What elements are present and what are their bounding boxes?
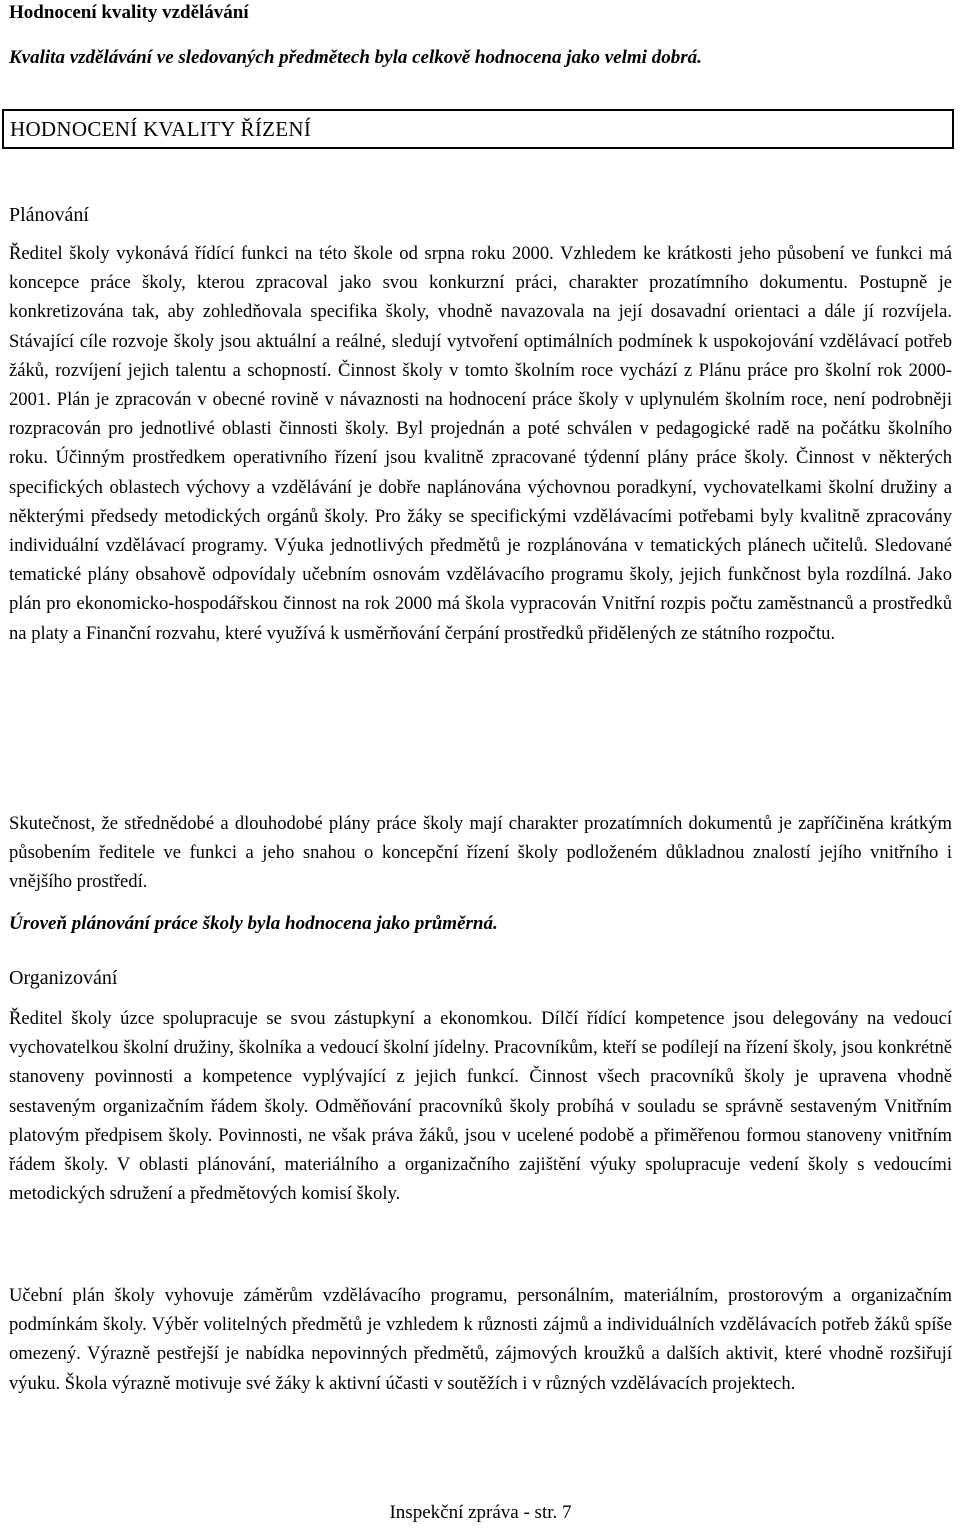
planovani-verdict: Úroveň plánování práce školy byla hodnocena jako průměrná. [9,913,498,934]
section-title-quality-education: Hodnocení kvality vzdělávání [9,2,249,23]
heading-organizovani: Organizování [9,967,118,989]
organizovani-paragraph-1: Ředitel školy úzce spolupracuje se svou zástupkyní a ekonomkou. Dílčí řídící kompetence jsou delegovány na vedoucí vychovatelkou školní družiny, školníka a vedoucí školní jídelny. Pracovníkům, kteří se podílejí na řízení školy, jsou konkrétně stanoveny povinnosti a kompetence vyplývající z jejich funkcí. Činnost všech pracovníků školy je upravena vhodně sestaveným organizačním řádem školy. Odměňování pracovníků školy probíhá v souladu se správně sestaveným Vnitřním platovým předpisem školy. Povinnosti, ne však práva žáků, jsou v ucelené podobě a přiměřenou formou stanoveny vnitřním řádem školy. V oblasti plánování, materiálního a organizačního zajištění výuky spolupracuje vedení školy s vedoucími metodických sdružení a předmětových komisí školy. [9,1008,952,1205]
heading-planovani: Plánování [9,204,89,226]
page-footer: Inspekční zpráva - str. 7 [389,1502,572,1523]
planovani-paragraph-1: Ředitel školy vykonává řídící funkci na této škole od srpna roku 2000. Vzhledem ke krátkosti jeho působení ve funkci má koncepce práce školy, kterou zpracoval jako svou konkurzní práci, charakter prozatímního dokumentu. Postupně je konkretizována tak, aby zohledňovala specifika školy, vhodně navazovala na její dosavadní orientaci a dále jí rozvíjela. Stávající cíle rozvoje školy jsou aktuální a reálné, sledují vytvoření optimálních podmínek k uspokojování vzdělávací potřeb žáků, rozvíjení jejich talentu a schopností. Činnost školy v tomto školním roce vychází z Plánu práce pro školní rok 2000-2001. Plán je zpracován v obecné rovině v návaznosti na hodnocení práce školy v uplynulém školním roce, není podrobněji rozpracován pro jednotlivé oblasti činnosti školy. Byl projednán a poté schválen v pedagogické radě na počátku školního roku. Účinným prostředkem operativního řízení jsou kvalitně zpracované týdenní plány práce školy. Činnost v některých specifických oblastech výchovy a vzdělávání je dobře naplánována výchovnou poradkyní, vychovatelkami školní družiny a některými předsedy metodických orgánů školy. Pro žáky se specifickými vzdělávacími potřebami byly kvalitně zpracovány individuální vzdělávací programy. Výuka jednotlivých předmětů je rozplánována v tematických plánech učitelů. Sledované tematické plány obsahově odpovídaly učebním osnovám vzdělávacího programu školy, jejich funkčnost byla rozdílná. Jako plán pro ekonomicko-hospodářskou činnost na rok 2000 má škola vypracován Vnitřní rozpis počtu zaměstnanců a prostředků na platy a Finanční rozvahu, které využívá k usměrňování čerpání prostředků přidělených ze státního rozpočtu. [9,243,952,644]
education-verdict: Kvalita vzdělávání ve sledovaných předmětech byla celkově hodnocena jako velmi dobrá. [9,47,702,68]
planovani-paragraph-2: Skutečnost, že střednědobé a dlouhodobé plány práce školy mají charakter prozatímních dokumentů je zapříčiněna krátkým působením ředitele ve funkci a jeho snahou o koncepční řízení školy podloženém důkladnou znalostí jejího vnitřního i vnějšího prostředí. [9,813,952,893]
organizovani-paragraph-2: Učební plán školy vyhovuje záměrům vzdělávacího programu, personálním, materiálním, prostorovým a organizačním podmínkám školy. Výběr volitelných předmětů je vzhledem k různosti zájmů a individuálních vzdělávacích potřeb žáků spíše omezený. Výrazně pestřejší je nabídka nepovinných předmětů, zájmových kroužků a dalších aktivit, které vhodně rozšiřují výuku. Škola výrazně motivuje své žáky k aktivní účasti v soutěžích i v různých vzdělávacích projektech. [9,1285,952,1394]
section-heading-box: HODNOCENÍ KVALITY ŘÍZENÍ [2,109,954,149]
